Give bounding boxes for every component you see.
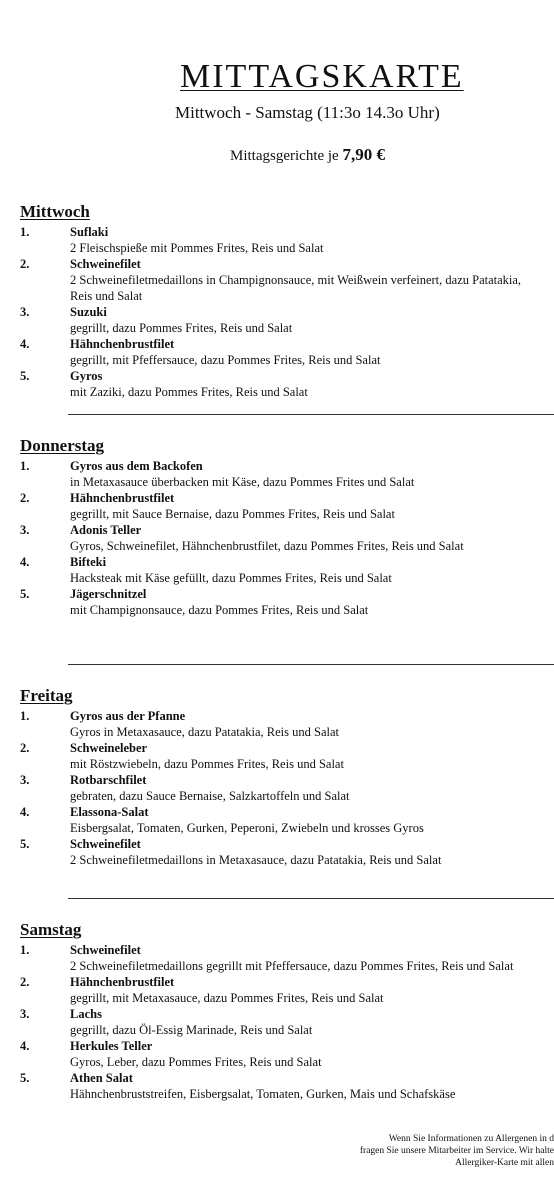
dish-name: Gyros aus der Pfanne [70, 709, 186, 723]
list-item [20, 336, 554, 368]
dish-name: Schweineleber [70, 741, 148, 755]
day-title: Freitag [20, 686, 73, 705]
dish-name: Schweinefilet [70, 257, 141, 271]
list-item [20, 224, 554, 256]
list-item [20, 554, 554, 586]
dish-description: gegrillt, mit Metaxasauce, dazu Pommes Frites, Reis und Salat [70, 991, 384, 1005]
allergen-notice [360, 1133, 554, 1169]
list-item [20, 256, 554, 304]
list-item [20, 368, 554, 400]
day-section-mittwoch [20, 203, 554, 400]
dish-description: 2 Schweinefiletmedaillons gegrillt mit Pfeffersauce, dazu Pommes Frites, Reis und Salat [70, 959, 514, 973]
dish-name: Hähnchenbrustfilet [70, 491, 175, 505]
dish-description: gegrillt, dazu Pommes Frites, Reis und Salat [70, 321, 293, 335]
item-number: 1. [20, 709, 30, 723]
dish-description: gegrillt, mit Pfeffersauce, dazu Pommes Frites, Reis und Salat [70, 353, 381, 367]
list-item [20, 490, 554, 522]
dish-name: Adonis Teller [70, 523, 142, 537]
list-item [20, 708, 554, 740]
item-number: 3. [20, 305, 30, 319]
dish-description: 2 Schweinefiletmedaillons in Metaxasauce, dazu Patatakia, Reis und Salat [70, 853, 442, 867]
dish-description: gegrillt, dazu Öl-Essig Marinade, Reis und Salat [70, 1023, 313, 1037]
section-divider [68, 664, 554, 665]
item-number: 4. [20, 1039, 30, 1053]
dish-name: Gyros aus dem Backofen [70, 459, 203, 473]
item-number: 2. [20, 975, 30, 989]
section-divider [68, 898, 554, 899]
dish-description: Eisbergsalat, Tomaten, Gurken, Peperoni, Zwiebeln und krosses Gyros [70, 821, 424, 835]
dish-description: mit Zaziki, dazu Pommes Frites, Reis und Salat [70, 385, 308, 399]
item-number: 4. [20, 805, 30, 819]
dish-name: Hähnchenbrustfilet [70, 337, 175, 351]
dish-description: Gyros, Leber, dazu Pommes Frites, Reis und Salat [70, 1055, 322, 1069]
dish-name: Herkules Teller [70, 1039, 153, 1053]
allergen-notice-line: Wenn Sie Informationen zu Allergenen in d [388, 1134, 554, 1144]
price-prefix: Mittagsgerichte je [230, 148, 343, 164]
list-item [20, 458, 554, 490]
list-item [20, 804, 554, 836]
list-item [20, 1006, 554, 1038]
dish-description: gegrillt, mit Sauce Bernaise, dazu Pommes Frites, Reis und Salat [70, 507, 395, 521]
item-number: 5. [20, 837, 30, 851]
item-number: 4. [20, 337, 30, 351]
dish-name: Lachs [70, 1007, 102, 1021]
item-number: 3. [20, 773, 30, 787]
dish-name: Gyros [70, 369, 103, 383]
dish-description: gebraten, dazu Sauce Bernaise, Salzkartoffeln und Salat [70, 789, 350, 803]
opening-hours: Mittwoch - Samstag (11:3o 14.3o Uhr) [175, 103, 440, 122]
list-item [20, 740, 554, 772]
dish-name: Athen Salat [70, 1071, 133, 1085]
allergen-notice-line: Allergiker-Karte mit allen [455, 1158, 554, 1168]
item-number: 2. [20, 491, 30, 505]
allergen-notice-line: fragen Sie unsere Mitarbeiter im Service. Wir halte [359, 1146, 554, 1156]
dish-description: in Metaxasauce überbacken mit Käse, dazu Pommes Frites und Salat [70, 475, 415, 489]
item-number: 1. [20, 459, 30, 473]
list-item [20, 522, 554, 554]
item-number: 1. [20, 225, 30, 239]
item-number: 2. [20, 741, 30, 755]
item-number: 3. [20, 1007, 30, 1021]
price: 7,90 € [342, 145, 385, 164]
dish-name: Elassona-Salat [70, 805, 149, 819]
item-number: 5. [20, 1071, 30, 1085]
price-line [230, 145, 385, 165]
day-section-donnerstag [20, 437, 554, 618]
dish-description: Hacksteak mit Käse gefüllt, dazu Pommes Frites, Reis und Salat [70, 571, 392, 585]
day-section-freitag [20, 687, 554, 868]
page-title: MITTAGSKARTE [180, 58, 464, 95]
dish-description: mit Röstzwiebeln, dazu Pommes Frites, Reis und Salat [70, 757, 344, 771]
dish-name: Bifteki [70, 555, 107, 569]
item-number: 5. [20, 587, 30, 601]
dish-description: mit Champignonsauce, dazu Pommes Frites, Reis und Salat [70, 603, 369, 617]
day-title: Donnerstag [20, 436, 105, 455]
section-divider [68, 414, 554, 415]
dish-description: 2 Schweinefiletmedaillons in Champignonsauce, mit Weißwein verfeinert, dazu Patatakia, Reis und Salat [70, 273, 522, 303]
list-item [20, 1038, 554, 1070]
dish-name: Suzuki [70, 305, 107, 319]
list-item [20, 772, 554, 804]
list-item [20, 586, 554, 618]
list-item [20, 1070, 554, 1102]
dish-description: Gyros, Schweinefilet, Hähnchenbrustfilet, dazu Pommes Frites, Reis und Salat [70, 539, 464, 553]
dish-name: Schweinefilet [70, 943, 141, 957]
item-number: 1. [20, 943, 30, 957]
dish-name: Hähnchenbrustfilet [70, 975, 175, 989]
list-item [20, 836, 554, 868]
item-number: 5. [20, 369, 30, 383]
item-number: 4. [20, 555, 30, 569]
day-title: Samstag [20, 920, 82, 939]
list-item [20, 304, 554, 336]
dish-name: Schweinefilet [70, 837, 141, 851]
dish-name: Suflaki [70, 225, 109, 239]
dish-description: Hähnchenbruststreifen, Eisbergsalat, Tomaten, Gurken, Mais und Schafskäse [70, 1087, 456, 1101]
dish-name: Rotbarschfilet [70, 773, 147, 787]
dish-name: Jägerschnitzel [70, 587, 147, 601]
item-number: 2. [20, 257, 30, 271]
day-section-samstag [20, 921, 554, 1102]
list-item [20, 974, 554, 1006]
dish-description: Gyros in Metaxasauce, dazu Patatakia, Reis und Salat [70, 725, 340, 739]
list-item [20, 942, 554, 974]
day-title: Mittwoch [20, 202, 90, 221]
dish-description: 2 Fleischspieße mit Pommes Frites, Reis und Salat [70, 241, 324, 255]
item-number: 3. [20, 523, 30, 537]
